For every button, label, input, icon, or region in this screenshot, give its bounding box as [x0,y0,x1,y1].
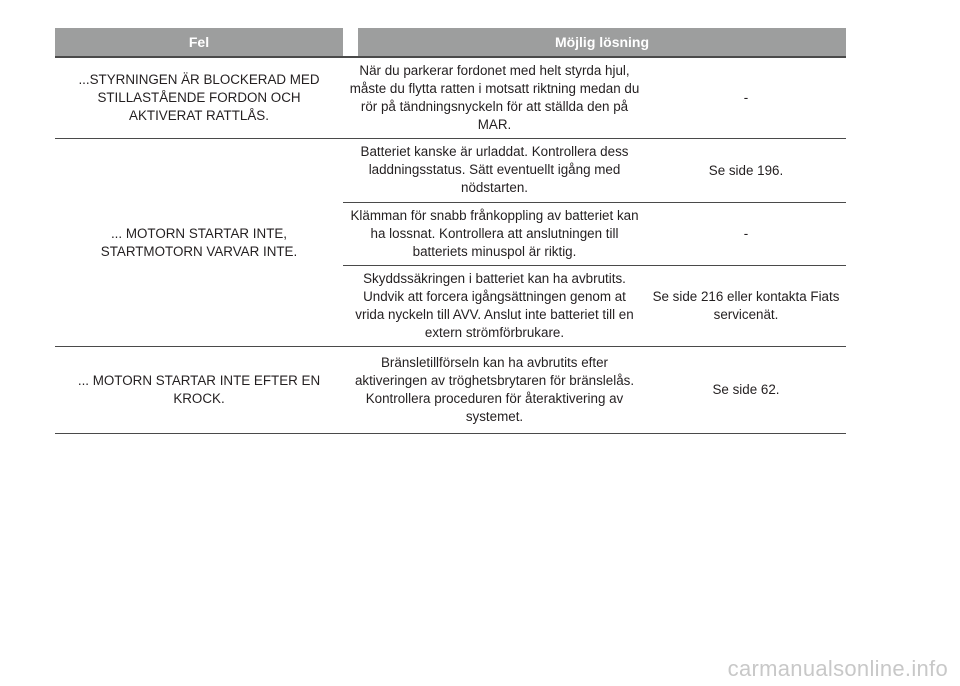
reference-text: - [743,226,749,241]
fault-group [55,347,846,434]
cause-text: Skyddssäkringen i batteriet kan ha avbrutits. Undvik att forcera igångsättningen genom at vrida nyckeln till AVV. Anslut inte batteriet till en extern strömförbrukare. [355,270,634,340]
fix-list [343,139,846,346]
watermark-text: carmanualsonline.info [727,656,948,681]
fault-text: ... MOTORN STARTAR INTE EFTER EN KROCK. [77,373,321,406]
header-losning: Möjlig lösning [358,28,846,56]
troubleshooting-table [55,28,846,434]
fix-list [343,58,846,138]
table-header [55,28,846,58]
fix-row [343,265,846,346]
fault-group [55,58,846,139]
fix-list [343,347,846,433]
cause-text: Klämman för snabb frånkoppling av batteriet kan ha lossnat. Kontrollera att anslutningen till batteriets minuspol är riktig. [350,207,639,259]
cause-text: När du parkerar fordonet med helt styrda hjul, måste du flytta ratten i motsatt riktning medan du rör på tändningsnyckeln för att ställda den på MAR. [349,62,640,132]
fault-group [55,139,846,347]
header-gap [343,28,358,56]
fault-text: ...STYRNINGEN ÄR BLOCKERAD MED STILLASTÅENDE FORDON OCH AKTIVERAT RATTLÅS. [78,72,320,123]
fault-text: ... MOTORN STARTAR INTE, STARTMOTORN VARVAR INTE. [100,225,298,259]
reference-text: Se side 216 eller kontakta Fiats servicenät. [652,289,840,322]
cause-text: Bränsletillförseln kan ha avbrutits efter aktiveringen av tröghetsbrytaren för bränslelås. Kontrollera proceduren för återaktivering av systemet. [354,354,635,424]
reference-text: Se side 196. [708,162,784,178]
fix-row [343,347,846,433]
reference-text: Se side 62. [712,382,780,397]
reference-text: - [743,90,749,105]
cause-text: Batteriet kanske är urladdat. Kontrollera dess laddningsstatus. Sätt eventuellt igång med nödstarten. [360,144,629,195]
fix-row [343,202,846,265]
fix-row [343,139,846,202]
header-fel: Fel [55,28,343,56]
fix-row [343,58,846,138]
